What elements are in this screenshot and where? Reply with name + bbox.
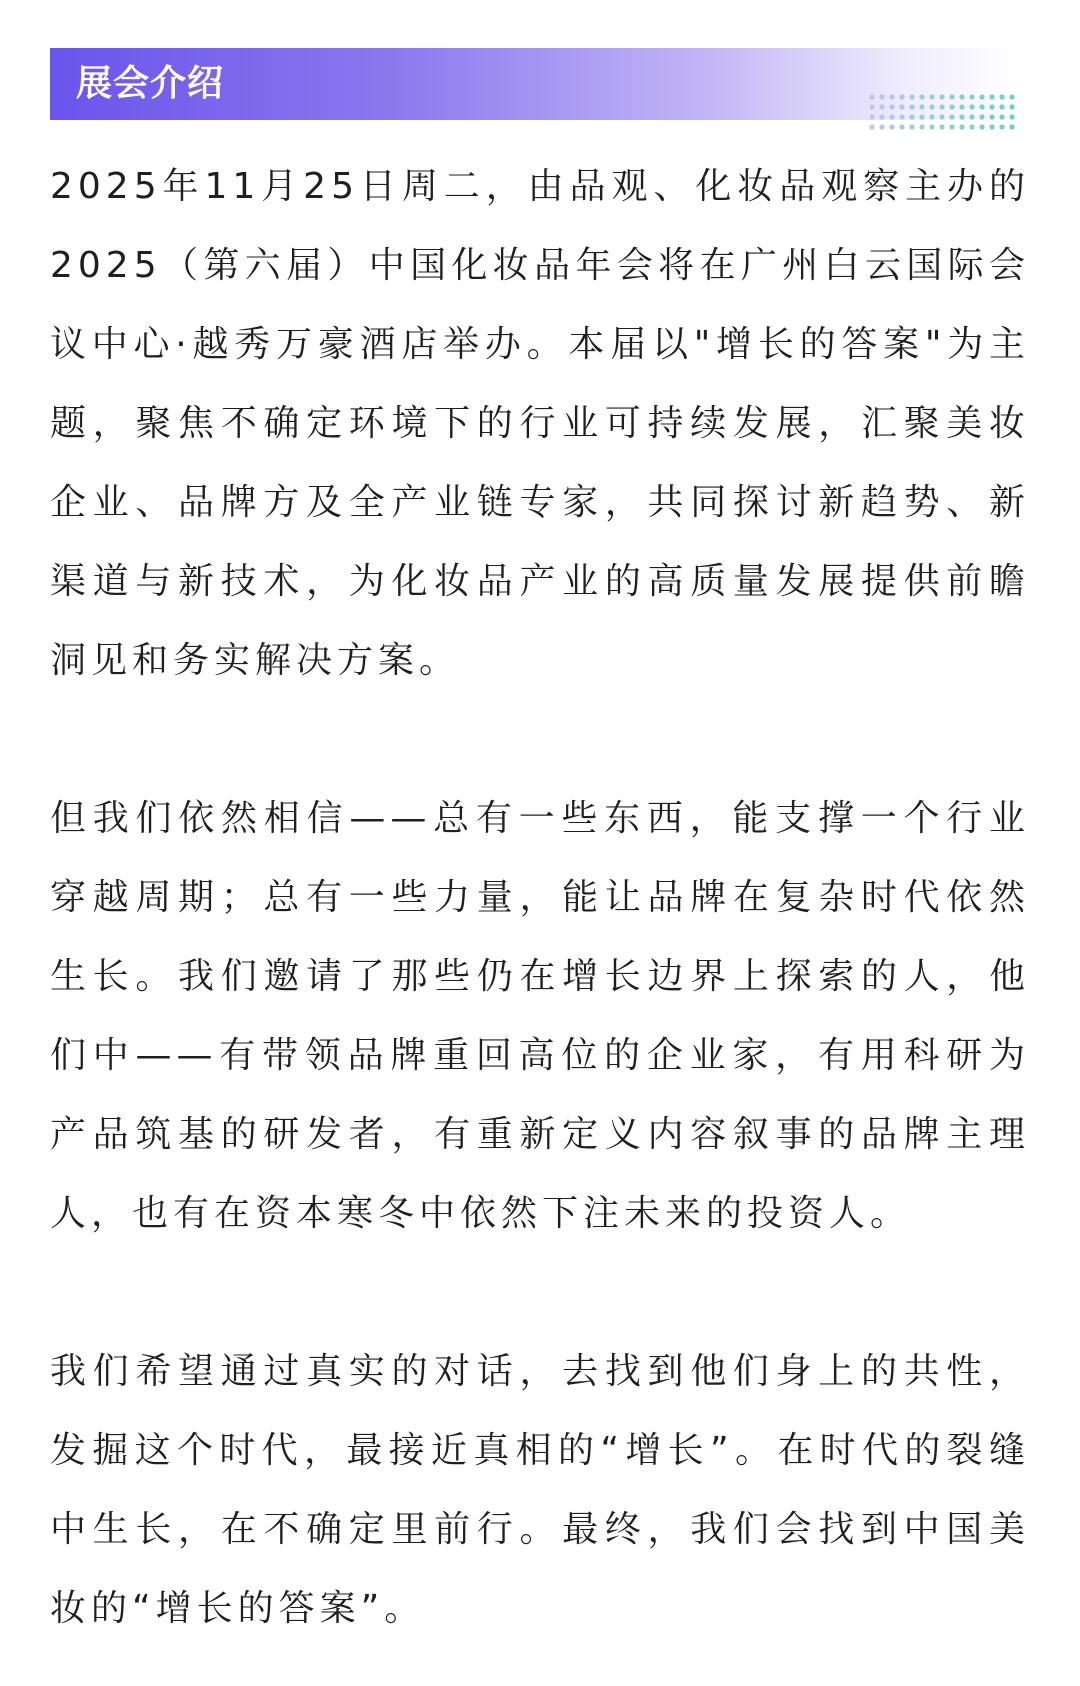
dot [909,114,914,119]
dot [989,114,994,119]
dot [999,104,1004,109]
dot [919,114,924,119]
dot [949,124,954,129]
dot [979,124,984,129]
hope-paragraph: 我们希望通过真实的对话，去找到他们身上的共性，发掘这个时代，最接近真相的“增长”。在时代的裂缝中生长，在不确定里前行。最终，我们会找到中国美妆的“增长的答案”。 [50,1351,1030,1629]
dot [979,104,984,109]
dot [999,124,1004,129]
dot [1009,114,1014,119]
dot [879,104,884,109]
dot [999,114,1004,119]
dot [939,94,944,99]
dot [879,124,884,129]
dot [939,104,944,109]
dot [959,124,964,129]
dot [969,114,974,119]
dot [949,104,954,109]
dot [869,124,874,129]
dot [919,124,924,129]
dot [889,104,894,109]
dot [1009,94,1014,99]
dot [899,94,904,99]
dot [889,114,894,119]
dot [949,94,954,99]
dot [899,114,904,119]
dot [929,114,934,119]
dot [869,94,874,99]
intro-paragraph: 2025年11月25日周二，由品观、化妆品观察主办的2025（第六届）中国化妆品年会将在广州白云国际会议中心·越秀万豪酒店举办。本届以"增长的答案"为主题，聚焦不确定环境下的行业可持续发展，汇聚美妆企业、品牌方及全产业链专家，共同探讨新趋势、新渠道与新技术，为化妆品产业的高质量发展提供前瞻洞见和务实解决方案。 [50,166,1030,681]
dot [889,94,894,99]
dot [989,94,994,99]
dot [899,124,904,129]
dot [949,114,954,119]
dot [959,104,964,109]
dot [869,104,874,109]
dot [899,104,904,109]
dot [889,124,894,129]
dot [989,124,994,129]
dot [879,94,884,99]
dot [919,94,924,99]
dot [929,94,934,99]
dot [869,114,874,119]
dot [879,114,884,119]
dot [909,104,914,109]
dot [909,124,914,129]
article-body [50,147,1030,1648]
dot [989,104,994,109]
dot [979,114,984,119]
dot [959,114,964,119]
dot [1009,104,1014,109]
dot-grid-icon [868,92,1018,140]
dot [939,124,944,129]
dot [939,114,944,119]
dot [919,104,924,109]
dot [969,104,974,109]
section-title: 展会介绍 [76,63,225,104]
dot [909,94,914,99]
dot [929,104,934,109]
dot [969,94,974,99]
dot [999,94,1004,99]
belief-paragraph: 但我们依然相信——总有一些东西，能支撑一个行业穿越周期；总有一些力量，能让品牌在复杂时代依然生长。我们邀请了那些仍在增长边界上探索的人，他们中——有带领品牌重回高位的企业家，有用科研为产品筑基的研发者，有重新定义内容叙事的品牌主理人，也有在资本寒冬中依然下注未来的投资人。 [50,798,1030,1234]
dot [929,124,934,129]
dot [959,94,964,99]
dot [1009,124,1014,129]
dot [979,94,984,99]
dot [969,124,974,129]
